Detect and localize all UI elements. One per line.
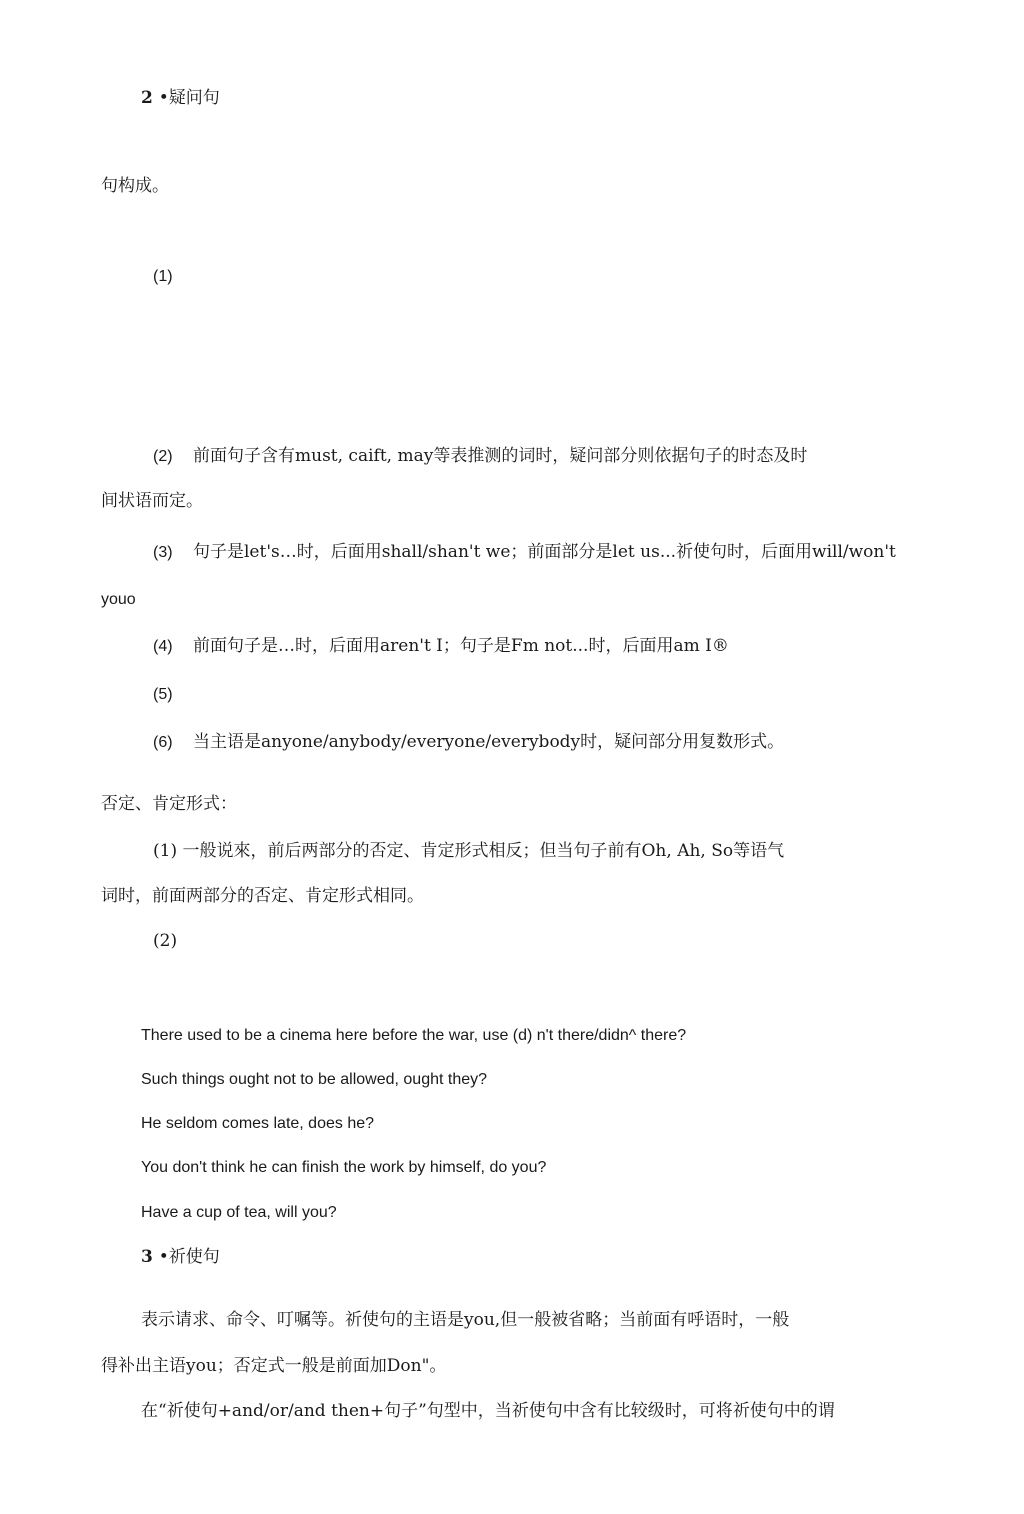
rule-1-line-1: [153, 265, 193, 288]
rule-3-line-1: [153, 541, 896, 564]
example-sentence: Such things ought not to be allowed, ought they?: [141, 1071, 488, 1088]
imperative-line-3: 在“祈使句+and/or/and then+句子”句型中，当祈使句中含有比较级时，可将祈使句中的谓: [141, 1401, 835, 1421]
rule-3-text: 句子是let's…时，后面用shall/shan't we；前面部分是let us...祈使句时，后面用will/won't: [193, 542, 896, 562]
rule-6-line-1: [153, 731, 784, 754]
section-2-number: 2: [141, 88, 153, 108]
rule-4-line-1: [153, 635, 729, 658]
rule-6-text: 当主语是anyone/anybody/everyone/everybody时，疑问部分用复数形式。: [193, 732, 785, 752]
rule-5-number: (5): [153, 686, 173, 703]
rule-2-line-1: [153, 445, 807, 468]
rule-4-number: (4): [153, 638, 173, 655]
intro-line-2: 句构成。: [101, 176, 169, 196]
rule-2-number: (2): [153, 448, 173, 465]
neg-pos-title: 否定、肯定形式：: [101, 794, 237, 814]
imperative-line-1: 表示请求、命令、叮嘱等。祈使句的主语是you,但一般被省略；当前面有呼语时，一般: [141, 1310, 790, 1330]
neg-rule-1-text: 一般说來，前后两部分的否定、肯定形式相反；但当句子前有Oh, Ah, So等语气: [182, 841, 785, 861]
neg-rule-1-line-1: [153, 840, 784, 862]
rule-4-text: 前面句子是…时，后面用aren't I；句子是Fm not...时，后面用am I®: [193, 636, 729, 656]
rule-5-line-1: [153, 683, 193, 706]
example-sentence: He seldom comes late, does he?: [141, 1115, 375, 1132]
neg-rule-2-number: (2): [153, 931, 178, 951]
rule-6-number: (6): [153, 734, 173, 751]
section-3-title: •祈使句: [158, 1247, 220, 1267]
rule-3-line-2: youo: [101, 591, 136, 608]
example-sentence: Have a cup of tea, will you?: [141, 1204, 337, 1221]
section-2-heading: [141, 87, 220, 109]
neg-rule-1-number: (1): [153, 841, 178, 861]
example-sentence: There used to be a cinema here before the war, use (d) n't there/didn^ there?: [141, 1027, 687, 1044]
imperative-line-2: 得补出主语you；否定式一般是前面加Don"。: [101, 1356, 447, 1376]
rule-2-text: 前面句子含有must, caift, may等表推测的词时，疑问部分则依据句子的时态及时: [193, 446, 808, 466]
section-3-number: 3: [141, 1247, 153, 1267]
example-sentence: You don't think he can finish the work by himself, do you?: [141, 1159, 547, 1176]
rule-3-number: (3): [153, 544, 173, 561]
rule-2-line-2: 间状语而定。: [101, 491, 203, 511]
section-2-title: •疑问句: [158, 88, 220, 108]
neg-rule-1-line-2: 词时，前面两部分的否定、肯定形式相同。: [101, 886, 424, 906]
rule-1-number: (1): [153, 268, 173, 285]
neg-rule-2-line-1: [153, 930, 177, 952]
section-3-heading: [141, 1246, 220, 1268]
